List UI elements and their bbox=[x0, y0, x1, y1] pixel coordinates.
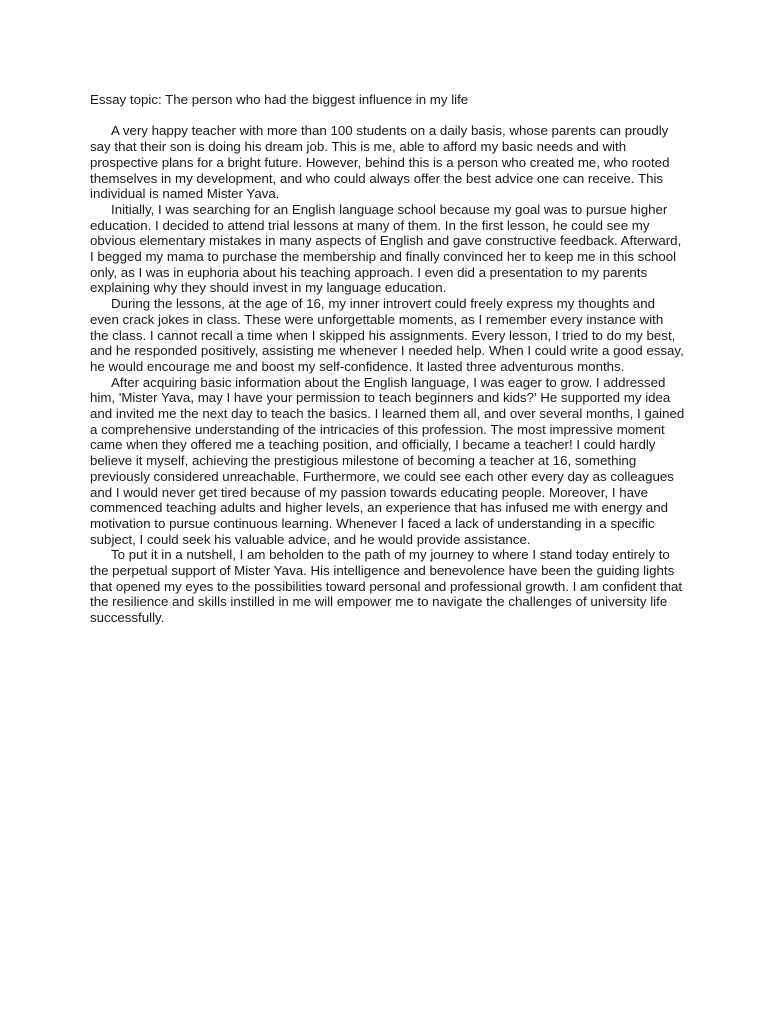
essay-title: Essay topic: The person who had the biggest influence in my life bbox=[90, 92, 469, 107]
essay-body bbox=[90, 92, 685, 626]
essay-paragraph-5: To put it in a nutshell, I am beholden to the path of my journey to where I stand today entirely to the perpetual support of Mister Yava. His intelligence and benevolence have been the guiding lights that opened my eyes to the possibilities toward personal and professional growth. I am confident that the resilience and skills instilled in me will empower me to navigate the challenges of university life successfully. bbox=[90, 547, 683, 626]
essay-paragraph-3: During the lessons, at the age of 16, my inner introvert could freely express my thoughts and even crack jokes in class. These were unforgettable moments, as I remember every instance with the class. I cannot recall a time when I skipped his assignments. Every lesson, I tried to do my best, and he responded positively, assisting me whenever I needed help. When I could write a good essay, he would encourage me and boost my self-confidence. It lasted three adventurous months. bbox=[90, 296, 684, 374]
essay-paragraph-1: A very happy teacher with more than 100 students on a daily basis, whose parents can proudly say that their son is doing his dream job. This is me, able to afford my basic needs and with prospective plans for a bright future. However, behind this is a person who created me, who rooted themselves in my development, and who could always offer the best advice one can receive. This individual is named Mister Yava. bbox=[90, 123, 670, 202]
essay-paragraph-4: After acquiring basic information about the English language, I was eager to grow. I addressed him, 'Mister Yava, may I have your permission to teach beginners and kids?' He supported my idea and invited me the next day to teach the basics. I learned them all, and over several months, I gained a comprehensive understanding of the intricacies of this profession. The most impressive moment came when they offered me a teaching position, and officially, I became a teacher! I could hardly believe it myself, achieving the prestigious milestone of becoming a teacher at 16, something previously considered unreachable. Furthermore, we could see each other every day as colleagues and I would never get tired because of my passion towards educating people. Moreover, I have commenced teaching adults and higher levels, an experience that has infused me with energy and motivation to pursue continuous learning. Whenever I faced a lack of understanding in a specific subject, I could seek his valuable advice, and he would provide assistance. bbox=[90, 374, 685, 547]
essay-paragraph-2: Initially, I was searching for an English language school because my goal was to pursue higher education. I decided to attend trial lessons at many of them. In the first lesson, he could see my obvious elementary mistakes in many aspects of English and gave constructive feedback. Afterward, I begged my mama to purchase the membership and finally convinced her to keep me in this school only, as I was in euphoria about his teaching approach. I even did a presentation to my parents explaining why they should invest in my language education. bbox=[90, 201, 682, 296]
